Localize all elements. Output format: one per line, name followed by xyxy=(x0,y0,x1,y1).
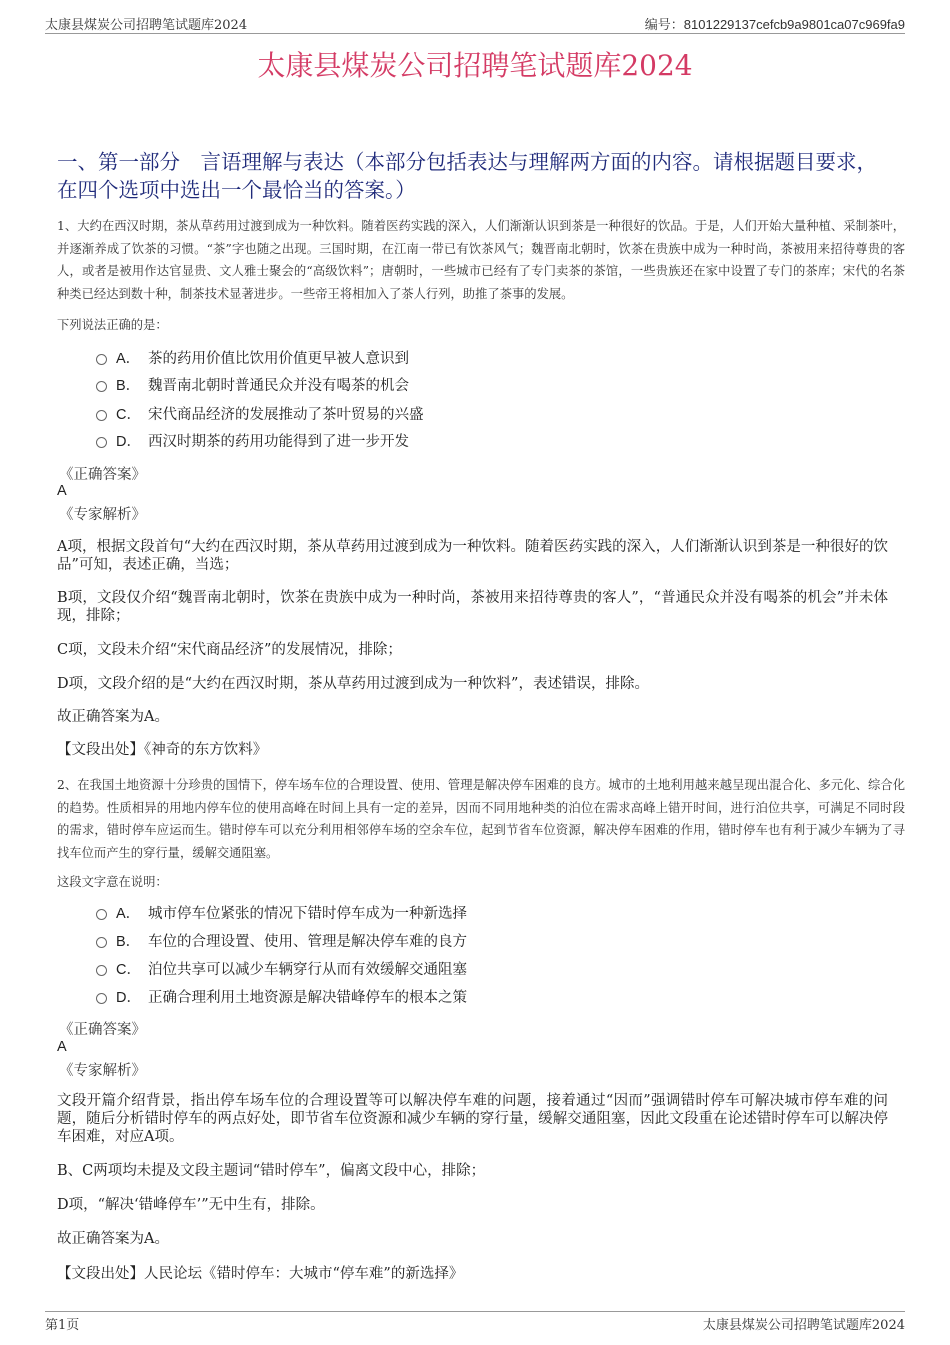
option-text: 西汉时期茶的药用功能得到了进一步开发 xyxy=(148,434,409,450)
q2-analysis-d: D项，“解决‘错峰停车’”无中生有，排除。 xyxy=(57,1197,325,1213)
q2-answer: A xyxy=(57,1039,67,1055)
q2-passage: 2、在我国土地资源十分珍贵的国情下，停车场车位的合理设置、使用、管理是解决停车困难的良方。城市的土地利用越来越呈现出混合化、多元化、综合化的趋势。性质相异的用地内停车位的使用高峰在时间上具有一定的差异，因而不同用地种类的泊位在需求高峰上错开时间，进行泊位共享，可满足不同时段的需求，错时停车应运而生。错时停车可以充分利用相邻停车场的空余车位，起到节省车位资源，解决停车困难的作用，错时停车也有利于减少车辆为了寻找车位而产生的穿行量，缓解交通阻塞。 xyxy=(57,778,905,860)
option-letter: D． xyxy=(116,434,141,450)
q2-option-d[interactable] xyxy=(96,987,467,1009)
q2-prompt: 这段文字意在说明： xyxy=(57,875,168,889)
q1-analysis-b: B项，文段仅介绍“魏晋南北朝时，饮茶在贵族中成为一种时尚，茶被用来招待尊贵的客人”，“普通民众并没有喝茶的机会”并未体现，排除； xyxy=(57,590,888,624)
footer-title: 太康县煤炭公司招聘笔试题库2024 xyxy=(702,1318,905,1333)
option-text: 城市停车位紧张的情况下错时停车成为一种新选择 xyxy=(148,906,467,922)
q1-conclusion: 故正确答案为A。 xyxy=(57,709,169,725)
option-letter: B． xyxy=(116,934,141,950)
option-text: 正确合理利用土地资源是解决错峰停车的根本之策 xyxy=(148,990,467,1006)
option-letter: D． xyxy=(116,990,141,1006)
page-number: 第1页 xyxy=(45,1318,80,1333)
q1-answer-label: 《正确答案》 xyxy=(59,467,146,483)
option-letter: C． xyxy=(116,407,141,423)
q1-source: 【文段出处】《神奇的东方饮料》 xyxy=(57,742,268,758)
radio-icon[interactable] xyxy=(96,381,107,392)
q1-option-a[interactable] xyxy=(96,348,409,370)
header-doc-number xyxy=(645,14,905,33)
q1-option-b[interactable] xyxy=(96,375,409,397)
option-text: 车位的合理设置、使用、管理是解决停车难的良方 xyxy=(148,934,467,950)
option-letter: A． xyxy=(116,351,141,367)
radio-icon[interactable] xyxy=(96,437,107,448)
option-text: 魏晋南北朝时普通民众并没有喝茶的机会 xyxy=(148,378,409,394)
radio-icon[interactable] xyxy=(96,354,107,365)
q1-analysis-label: 《专家解析》 xyxy=(59,507,146,523)
q2-answer-label: 《正确答案》 xyxy=(59,1022,146,1038)
q1-option-d[interactable] xyxy=(96,431,409,453)
doc-number-label: 编号： xyxy=(644,18,684,33)
q2-analysis-main: 文段开篇介绍背景，指出停车场车位的合理设置等可以解决停车难的问题，接着通过“因而”强调错时停车可解决城市停车难的问题，随后分析错时停车的两点好处，即节省车位资源和减少车辆的穿行量，缓解交通阻塞，因此文段重在论述错时停车可以解决停车困难，对应A项。 xyxy=(57,1093,888,1145)
q1-passage: 1、大约在西汉时期，茶从草药用过渡到成为一种饮料。随着医药实践的深入，人们渐渐认识到茶是一种很好的饮品。于是，人们开始大量种植、采制茶叶，并逐渐养成了饮茶的习惯。“茶”字也随之出现。三国时期，在江南一带已有饮茶风气；魏晋南北朝时，饮茶在贵族中成为一种时尚，茶被用来招待尊贵的客人，或者是被用作达官显贵、文人雅士聚会的“高级饮料”；唐朝时，一些城市已经有了专门卖茶的茶馆，一些贵族还在家中设置了专门的茶库；宋代的名茶种类已经达到数十种，制茶技术显著进步。一些帝王将相加入了茶人行列，助推了茶事的发展。 xyxy=(57,219,905,301)
q1-analysis-d: D项，文段介绍的是“大约在西汉时期，茶从草药用过渡到成为一种饮料”，表述错误，排除。 xyxy=(57,676,649,692)
header-divider xyxy=(45,33,905,34)
option-text: 茶的药用价值比饮用价值更早被人意识到 xyxy=(148,351,409,367)
q2-source: 【文段出处】人民论坛《错时停车：大城市“停车难”的新选择》 xyxy=(57,1266,464,1282)
q1-prompt: 下列说法正确的是： xyxy=(57,318,168,332)
option-text: 宋代商品经济的发展推动了茶叶贸易的兴盛 xyxy=(148,407,424,423)
q1-answer: A xyxy=(57,483,67,499)
footer-divider xyxy=(45,1311,905,1312)
q2-option-a[interactable] xyxy=(96,903,467,925)
q1-analysis-c: C项，文段未介绍“宋代商品经济”的发展情况，排除； xyxy=(57,642,402,658)
header-title: 太康县煤炭公司招聘笔试题库2024 xyxy=(45,18,248,33)
radio-icon[interactable] xyxy=(96,909,107,920)
option-letter: B． xyxy=(116,378,141,394)
q2-conclusion: 故正确答案为A。 xyxy=(57,1231,169,1247)
option-letter: C． xyxy=(116,962,141,978)
q2-analysis-label: 《专家解析》 xyxy=(59,1063,146,1079)
q1-analysis-a: A项，根据文段首句“大约在西汉时期，茶从草药用过渡到成为一种饮料。随着医药实践的深入，人们渐渐认识到茶是一种很好的饮品”可知，表述正确，当选； xyxy=(57,539,888,573)
q2-analysis-bc: B、C两项均未提及文段主题词“错时停车”，偏离文段中心，排除； xyxy=(57,1163,486,1179)
radio-icon[interactable] xyxy=(96,937,107,948)
q2-option-c[interactable] xyxy=(96,959,467,981)
radio-icon[interactable] xyxy=(96,410,107,421)
option-letter: A． xyxy=(116,906,141,922)
radio-icon[interactable] xyxy=(96,993,107,1004)
section-heading: 一、第一部分 言语理解与表达（本部分包括表达与理解两方面的内容。请根据题目要求，在四个选项中选出一个最恰当的答案。） xyxy=(57,150,877,202)
page-title: 太康县煤炭公司招聘笔试题库2024 xyxy=(257,49,693,82)
q2-option-b[interactable] xyxy=(96,931,467,953)
doc-number-code: 8101229137cefcb9a9801ca07c969fa9 xyxy=(683,17,905,32)
option-text: 泊位共享可以减少车辆穿行从而有效缓解交通阻塞 xyxy=(148,962,467,978)
radio-icon[interactable] xyxy=(96,965,107,976)
q1-option-c[interactable] xyxy=(96,404,424,426)
